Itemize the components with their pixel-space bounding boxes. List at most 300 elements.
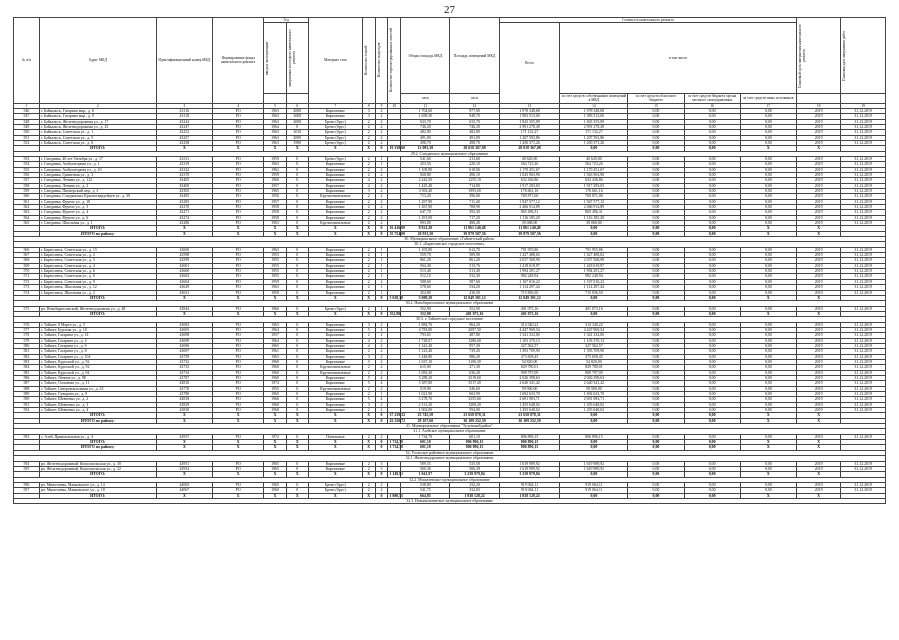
table-cell: 0,00 bbox=[740, 183, 796, 188]
table-cell: 1 917 283,03 bbox=[560, 183, 628, 188]
table-cell: 0,00 bbox=[684, 215, 740, 220]
total-cell: 39 879 507,56 bbox=[499, 231, 560, 236]
total-cell: 0,00 bbox=[560, 445, 628, 450]
total-label: ИТОГО: bbox=[39, 146, 156, 151]
table-cell: 715 836,50 bbox=[499, 290, 560, 295]
total-cell: X bbox=[740, 231, 796, 236]
table-cell: 2 bbox=[375, 386, 388, 391]
table-cell: 538,80 bbox=[401, 482, 450, 487]
table-cell: 0,00 bbox=[628, 119, 684, 124]
table-cell: РО bbox=[212, 210, 263, 215]
table-cell: 0,00 bbox=[740, 263, 796, 268]
table-cell: 589 bbox=[14, 392, 40, 397]
table-cell: 1955 bbox=[264, 263, 286, 268]
table-cell: 496,10 bbox=[450, 172, 499, 177]
column-number: 19 bbox=[841, 103, 886, 108]
table-cell: 0,00 bbox=[628, 247, 684, 252]
section-title: 32.2. Мишелевское муниципальное образование bbox=[14, 477, 886, 482]
table-cell: 2 bbox=[375, 322, 388, 327]
total-cell: 11 861 140,48 bbox=[450, 226, 499, 231]
total-cell: 12 049 301,12 bbox=[450, 295, 499, 300]
table-cell: 1 978 348,68 bbox=[560, 108, 628, 113]
table-cell: 0,00 bbox=[628, 402, 684, 407]
column-number: 16 bbox=[684, 103, 740, 108]
table-cell: 793,65 bbox=[401, 333, 450, 338]
table-cell: 31.12.2019 bbox=[841, 397, 886, 402]
table-cell: 548 bbox=[14, 119, 40, 124]
total-cell: 401 073,16 bbox=[499, 311, 560, 316]
table-cell: 2 bbox=[375, 482, 388, 487]
table-cell: РО bbox=[212, 322, 263, 327]
table-cell: 3355,60 bbox=[450, 397, 499, 402]
table-cell: 31.12.2019 bbox=[841, 392, 886, 397]
table-cell: РО bbox=[212, 263, 263, 268]
table-cell: 31.12.2019 bbox=[841, 376, 886, 381]
table-cell: 2 bbox=[362, 263, 375, 268]
table-cell: 1958 bbox=[264, 210, 286, 215]
address-cell: г. Слюдянка, Гранитная ул., д. 3 bbox=[39, 172, 156, 177]
table-cell: 0,00 bbox=[628, 349, 684, 354]
table-cell: 2 bbox=[362, 205, 375, 210]
address-cell: г. Тайшет, Суворова ул., д. 8 bbox=[39, 392, 156, 397]
total-cell: 20 933,50 bbox=[401, 231, 450, 236]
table-cell: 4 447 969,54 bbox=[499, 327, 560, 332]
table-cell: 1 994 291,27 bbox=[560, 269, 628, 274]
total-cell: 0,00 bbox=[628, 311, 684, 316]
table-cell: 176 661,16 bbox=[560, 188, 628, 193]
table-cell: 558 bbox=[14, 183, 40, 188]
table-cell: 31.12.2019 bbox=[841, 167, 886, 172]
unit-blank-1 bbox=[796, 94, 840, 103]
total-cell: X bbox=[740, 493, 796, 498]
table-cell: РО bbox=[212, 247, 263, 252]
column-number: 2 bbox=[39, 103, 156, 108]
table-cell: 220,10 bbox=[450, 162, 499, 167]
table-cell: 592 bbox=[14, 408, 40, 413]
table-cell: 0,00 bbox=[740, 376, 796, 381]
total-label: ИТОГО: bbox=[39, 295, 156, 300]
total-cell: 0,00 bbox=[684, 418, 740, 423]
table-cell: 43247 bbox=[156, 124, 212, 129]
table-cell: 2019 bbox=[796, 343, 840, 348]
table-cell: 2 bbox=[362, 135, 375, 140]
total-cell: X bbox=[156, 413, 212, 418]
table-cell: 31.12.2019 bbox=[841, 482, 886, 487]
table-cell: 0,00 bbox=[628, 156, 684, 161]
total-cell: 39 879 507,56 bbox=[450, 231, 499, 236]
table-cell: 0 bbox=[286, 461, 308, 466]
table-cell: 1955 bbox=[264, 269, 286, 274]
table-cell: 4 bbox=[362, 183, 375, 188]
total-cell: X bbox=[212, 146, 263, 151]
address-cell: г. Тайшет, Гагарина ул., д. 104 bbox=[39, 354, 156, 359]
section-title: 32.3. Новомальтинское муниципальное образование bbox=[14, 498, 886, 503]
table-cell: 43830 bbox=[156, 408, 212, 413]
table-cell: 602,90 bbox=[450, 392, 499, 397]
table-cell: Кирпичные bbox=[308, 108, 362, 113]
table-cell: Кирпичные bbox=[308, 199, 362, 204]
table-cell: 1963 bbox=[264, 247, 286, 252]
unit-year-a bbox=[264, 94, 286, 103]
total-cell: 29 107,60 bbox=[401, 418, 450, 423]
table-cell: 2 bbox=[375, 359, 388, 364]
total-cell: 0,00 bbox=[560, 472, 628, 477]
table-cell: 43271 bbox=[156, 210, 212, 215]
table-cell: 59 900,00 bbox=[560, 386, 628, 391]
table-cell: Брево (брус) bbox=[308, 140, 362, 145]
table-cell: 2 bbox=[362, 156, 375, 161]
table-cell: 0,00 bbox=[684, 188, 740, 193]
table-cell: 986,20 bbox=[450, 354, 499, 359]
table-cell: 2019 bbox=[796, 290, 840, 295]
table-cell: Брево (брус) bbox=[308, 119, 362, 124]
table-cell: 0 bbox=[286, 167, 308, 172]
table-cell: 0,00 bbox=[628, 381, 684, 386]
address-cell: г. Слюдянка, 40 лет Октября ул., д. 17 bbox=[39, 156, 156, 161]
table-cell: 1 267,90 bbox=[401, 205, 450, 210]
table-cell: 2 bbox=[362, 162, 375, 167]
table-cell: РО bbox=[212, 402, 263, 407]
address-cell: г. Тайшет, 8 Марта ул., д. 5 bbox=[39, 322, 156, 327]
total-cell: 3 239 979,84 bbox=[499, 472, 560, 477]
table-cell: Крупнопанельные bbox=[308, 386, 362, 391]
table-cell: 547 bbox=[14, 114, 40, 119]
table-cell: РО bbox=[212, 205, 263, 210]
table-cell: 0,00 bbox=[628, 253, 684, 258]
address-cell: г. Бирюсинск, Советская ул., д. 6 bbox=[39, 269, 156, 274]
table-cell: 0 bbox=[286, 349, 308, 354]
total-cell: 0,00 bbox=[628, 231, 684, 236]
total-cell: X bbox=[362, 413, 375, 418]
address-cell: г. Бирюсинск, Советская ул., д. 9 bbox=[39, 279, 156, 284]
total-cell: 36 109 252,59 bbox=[499, 418, 560, 423]
table-cell: 513,40 bbox=[401, 269, 450, 274]
table-cell: Брево (брус) bbox=[308, 130, 362, 135]
table-cell: 1962 bbox=[264, 167, 286, 172]
table-cell: 0,00 bbox=[740, 322, 796, 327]
table-cell: 829 780,01 bbox=[560, 365, 628, 370]
table-cell: 2019 bbox=[796, 381, 840, 386]
address-cell: г. Байкальск, Советская ул., д. 5 bbox=[39, 135, 156, 140]
table-cell: Кирпичные bbox=[308, 172, 362, 177]
table-cell: 636,20 bbox=[450, 370, 499, 375]
table-cell: 31.12.2019 bbox=[841, 221, 886, 226]
table-cell: 1 bbox=[375, 290, 388, 295]
table-cell: 3 bbox=[362, 114, 375, 119]
table-cell: 31.12.2019 bbox=[841, 269, 886, 274]
table-cell: РО bbox=[212, 461, 263, 466]
table-cell: 373 658,45 bbox=[499, 354, 560, 359]
table-cell: 401 073,16 bbox=[560, 306, 628, 311]
table-cell: 0 bbox=[286, 434, 308, 439]
table-cell: РО bbox=[212, 488, 263, 493]
table-cell: 2 991 278,49 bbox=[560, 124, 628, 129]
total-cell: X bbox=[156, 418, 212, 423]
table-cell: 0,00 bbox=[628, 488, 684, 493]
table-cell: 2019 bbox=[796, 183, 840, 188]
table-cell: 0,00 bbox=[740, 392, 796, 397]
table-cell: 2 bbox=[375, 183, 388, 188]
col-residents: Количество зарегистрированных жителей bbox=[389, 28, 394, 93]
table-cell: 2 bbox=[362, 124, 375, 129]
table-cell: 585 bbox=[14, 370, 40, 375]
table-cell: 0,00 bbox=[684, 253, 740, 258]
table-cell: 43495 bbox=[156, 194, 212, 199]
table-cell: 0,00 bbox=[740, 343, 796, 348]
table-cell: 0,00 bbox=[740, 258, 796, 263]
table-cell: 4 bbox=[375, 381, 388, 386]
total-cell: X bbox=[308, 295, 362, 300]
table-cell: РО bbox=[212, 140, 263, 145]
table-cell: РО bbox=[212, 285, 263, 290]
table-cell: 0,00 bbox=[684, 258, 740, 263]
table-cell: 1 bbox=[375, 285, 388, 290]
total-cell: 664,85 bbox=[401, 493, 450, 498]
table-cell: 4 bbox=[375, 397, 388, 402]
table-cell: 1957 bbox=[264, 199, 286, 204]
table-cell: 1960 bbox=[264, 365, 286, 370]
total-cell: X bbox=[286, 226, 308, 231]
table-cell: РО bbox=[212, 279, 263, 284]
table-cell: 31.12.2019 bbox=[841, 285, 886, 290]
table-cell: 0,00 bbox=[740, 199, 796, 204]
col-year-group: Год bbox=[264, 18, 308, 23]
table-cell: 1 637,10 bbox=[401, 359, 450, 364]
table-cell: 559 bbox=[14, 188, 40, 193]
table-cell: 1 425,40 bbox=[401, 183, 450, 188]
table-cell: 0,00 bbox=[740, 167, 796, 172]
table-cell: 2 bbox=[362, 370, 375, 375]
table-cell: РО bbox=[212, 392, 263, 397]
total-cell: X bbox=[212, 295, 263, 300]
table-cell: 590 bbox=[14, 397, 40, 402]
table-cell: 0,00 bbox=[684, 263, 740, 268]
total-cell: 0,00 bbox=[684, 445, 740, 450]
table-cell: 0 bbox=[286, 397, 308, 402]
table-cell: 0,00 bbox=[628, 290, 684, 295]
table-cell: Кирпичные bbox=[308, 167, 362, 172]
table-cell: 346,60 bbox=[450, 386, 499, 391]
table-cell: 2 bbox=[375, 365, 388, 370]
table-cell: 1 619 989,92 bbox=[560, 466, 628, 471]
table-cell: 919 064,11 bbox=[560, 488, 628, 493]
table-cell: 1955 bbox=[264, 274, 286, 279]
total-cell: 0,00 bbox=[684, 440, 740, 445]
address-cell: г. Слюдянка, Слюдянских Красногвардейцев ул., д. 39 bbox=[39, 194, 156, 199]
total-cell: X bbox=[156, 440, 212, 445]
table-cell: РО bbox=[212, 482, 263, 487]
table-cell: 5 bbox=[362, 397, 375, 402]
table-cell: 1 002,00 bbox=[401, 408, 450, 413]
table-cell: 2019 bbox=[796, 327, 840, 332]
housing-repair-table bbox=[13, 17, 886, 504]
table-cell: 43697 bbox=[156, 349, 212, 354]
table-cell: Кирпичные bbox=[308, 349, 362, 354]
table-cell: 1 843 355,09 bbox=[499, 119, 560, 124]
section-title: 30.1. «Бирюсинское городское поселение» bbox=[14, 242, 886, 247]
table-cell: 1 455 648,02 bbox=[560, 402, 628, 407]
table-cell: 546 bbox=[14, 108, 40, 113]
address-cell: г. Байкальск, Железнодорожная ул., д. 25 bbox=[39, 124, 156, 129]
table-cell: 0,00 bbox=[740, 408, 796, 413]
table-cell: 0,00 bbox=[684, 156, 740, 161]
total-label: ИТОГО по району: bbox=[39, 231, 156, 236]
table-cell: 587 bbox=[14, 381, 40, 386]
table-cell: 1 658,30 bbox=[401, 114, 450, 119]
table-cell: 553 bbox=[14, 156, 40, 161]
table-body bbox=[14, 108, 886, 503]
table-cell: Кирпичные bbox=[308, 343, 362, 348]
table-cell: 3 bbox=[362, 108, 375, 113]
table-cell: 576 bbox=[14, 322, 40, 327]
table-cell: 271,30 bbox=[450, 365, 499, 370]
table-cell: 2019 bbox=[796, 247, 840, 252]
table-cell: 588 bbox=[14, 386, 40, 391]
table-cell: 0,00 bbox=[740, 306, 796, 311]
table-cell: 1 983 513,00 bbox=[560, 114, 628, 119]
table-cell: 0,00 bbox=[628, 199, 684, 204]
total-cell: X bbox=[286, 440, 308, 445]
table-cell: 2 bbox=[375, 221, 388, 226]
table-cell: 982 248,94 bbox=[499, 274, 560, 279]
table-cell: 586 bbox=[14, 376, 40, 381]
column-number: 11 bbox=[401, 103, 450, 108]
table-cell: 0 bbox=[286, 172, 308, 177]
table-cell: 0,00 bbox=[740, 253, 796, 258]
table-cell: 373 658,45 bbox=[560, 354, 628, 359]
address-cell: г. Слюдянка, Фрунзе ул., д. 6 bbox=[39, 215, 156, 220]
col-num: № п/п bbox=[14, 18, 40, 104]
table-cell: 0,00 bbox=[628, 124, 684, 129]
address-cell: г. Тайшет, Шевченко ул., д. 3 bbox=[39, 402, 156, 407]
table-cell: РО bbox=[212, 349, 263, 354]
address-cell: г. Слюдянка, Амбулаторная ул., д. 10 bbox=[39, 167, 156, 172]
total-cell: X bbox=[264, 493, 286, 498]
table-cell: 0,00 bbox=[684, 349, 740, 354]
total-cell: 0,00 bbox=[628, 493, 684, 498]
table-cell: 43332 bbox=[156, 167, 212, 172]
table-cell: 401 073,16 bbox=[499, 306, 560, 311]
table-cell: 0 bbox=[286, 327, 308, 332]
table-cell: 1 116 185,20 bbox=[560, 215, 628, 220]
total-cell: X bbox=[362, 231, 375, 236]
table-cell: 0,00 bbox=[740, 119, 796, 124]
table-cell: 597 bbox=[14, 488, 40, 493]
total-cell: 0,00 bbox=[684, 295, 740, 300]
table-cell: 0 bbox=[286, 408, 308, 413]
table-cell: 0,00 bbox=[628, 135, 684, 140]
table-cell: 31.12.2019 bbox=[841, 119, 886, 124]
table-cell: 1968 bbox=[264, 408, 286, 413]
table-cell: 0,00 bbox=[684, 108, 740, 113]
table-cell: 0,00 bbox=[684, 269, 740, 274]
total-cell: 601,10 bbox=[401, 440, 450, 445]
table-cell: 0,00 bbox=[628, 221, 684, 226]
total-cell: X bbox=[362, 445, 375, 450]
total-cell: 11 861 140,48 bbox=[499, 226, 560, 231]
table-cell: 506,39 bbox=[450, 466, 499, 471]
table-cell: 1968 bbox=[264, 376, 286, 381]
col-local: за счет средств бюджета органа местного самоуправления bbox=[684, 94, 740, 103]
table-cell: 746,20 bbox=[450, 124, 499, 129]
table-cell: 0,00 bbox=[684, 434, 740, 439]
address-cell: г. Бирюсинск, Советская ул., д. 15 bbox=[39, 247, 156, 252]
table-cell: 176 661,16 bbox=[499, 188, 560, 193]
table-cell: 2 bbox=[362, 434, 375, 439]
unit-sqm-1: кв.м bbox=[401, 94, 450, 103]
table-cell: 2 bbox=[362, 247, 375, 252]
table-cell: Кирпичные bbox=[308, 397, 362, 402]
table-cell: 0,00 bbox=[740, 124, 796, 129]
table-cell: 5 288,20 bbox=[401, 376, 450, 381]
table-cell: 861,20 bbox=[450, 258, 499, 263]
table-cell: 43244 bbox=[156, 119, 212, 124]
table-cell: 0 bbox=[286, 194, 308, 199]
table-cell: 1 021,90 bbox=[401, 392, 450, 397]
table-cell: 532,30 bbox=[450, 274, 499, 279]
total-cell: 1 149,91 bbox=[389, 472, 404, 477]
table-cell: 43252 bbox=[156, 130, 212, 135]
table-cell: 2019 bbox=[796, 338, 840, 343]
address-cell: рп. Мишелевка, Маяковского ул., д. 14 bbox=[39, 482, 156, 487]
table-cell: РО bbox=[212, 194, 263, 199]
total-cell: X bbox=[212, 445, 263, 450]
total-cell: 8 921,20 bbox=[401, 226, 450, 231]
table-cell: 591 bbox=[14, 402, 40, 407]
table-cell: 43305 bbox=[156, 188, 212, 193]
table-cell: 1 448,80 bbox=[401, 354, 450, 359]
table-cell: 3 bbox=[362, 322, 375, 327]
total-cell: X bbox=[796, 311, 840, 316]
total-cell: X bbox=[308, 311, 362, 316]
total-cell: X bbox=[264, 472, 286, 477]
table-cell: 2019 bbox=[796, 488, 840, 493]
table-cell: 43683 bbox=[156, 322, 212, 327]
table-cell: 482,80 bbox=[450, 130, 499, 135]
total-cell: X bbox=[740, 146, 796, 151]
table-cell: 498,70 bbox=[450, 140, 499, 145]
table-cell: 2 bbox=[375, 402, 388, 407]
table-cell: 0,00 bbox=[684, 327, 740, 332]
table-cell: 2 026 398,63 bbox=[560, 376, 628, 381]
table-cell: 0,00 bbox=[684, 381, 740, 386]
table-cell: 0,00 bbox=[740, 205, 796, 210]
table-cell: 2 026 398,63 bbox=[499, 376, 560, 381]
table-cell: 0,00 bbox=[628, 274, 684, 279]
table-cell: 43733 bbox=[156, 365, 212, 370]
table-cell: 1286,60 bbox=[450, 338, 499, 343]
table-cell: 31.12.2019 bbox=[841, 247, 886, 252]
table-cell: 0,00 bbox=[740, 279, 796, 284]
total-cell: 0,00 bbox=[684, 231, 740, 236]
table-cell: 0,00 bbox=[628, 140, 684, 145]
total-cell: 28 018 367,08 bbox=[450, 146, 499, 151]
table-cell: 332,20 bbox=[450, 482, 499, 487]
table-cell: 0,00 bbox=[740, 172, 796, 177]
table-cell: 595 bbox=[14, 466, 40, 471]
table-cell: 1960 bbox=[264, 359, 286, 364]
table-cell: 3 bbox=[362, 188, 375, 193]
table-cell: 0 bbox=[286, 322, 308, 327]
table-cell: 0,00 bbox=[684, 322, 740, 327]
table-cell: 2 bbox=[375, 279, 388, 284]
table-cell: 0,00 bbox=[628, 397, 684, 402]
total-cell: X bbox=[796, 445, 840, 450]
table-cell: 1 619 989,92 bbox=[560, 461, 628, 466]
table-cell: 1957 bbox=[264, 333, 286, 338]
table-cell: 0 bbox=[286, 392, 308, 397]
total-cell: 37 239,32 bbox=[389, 413, 406, 418]
